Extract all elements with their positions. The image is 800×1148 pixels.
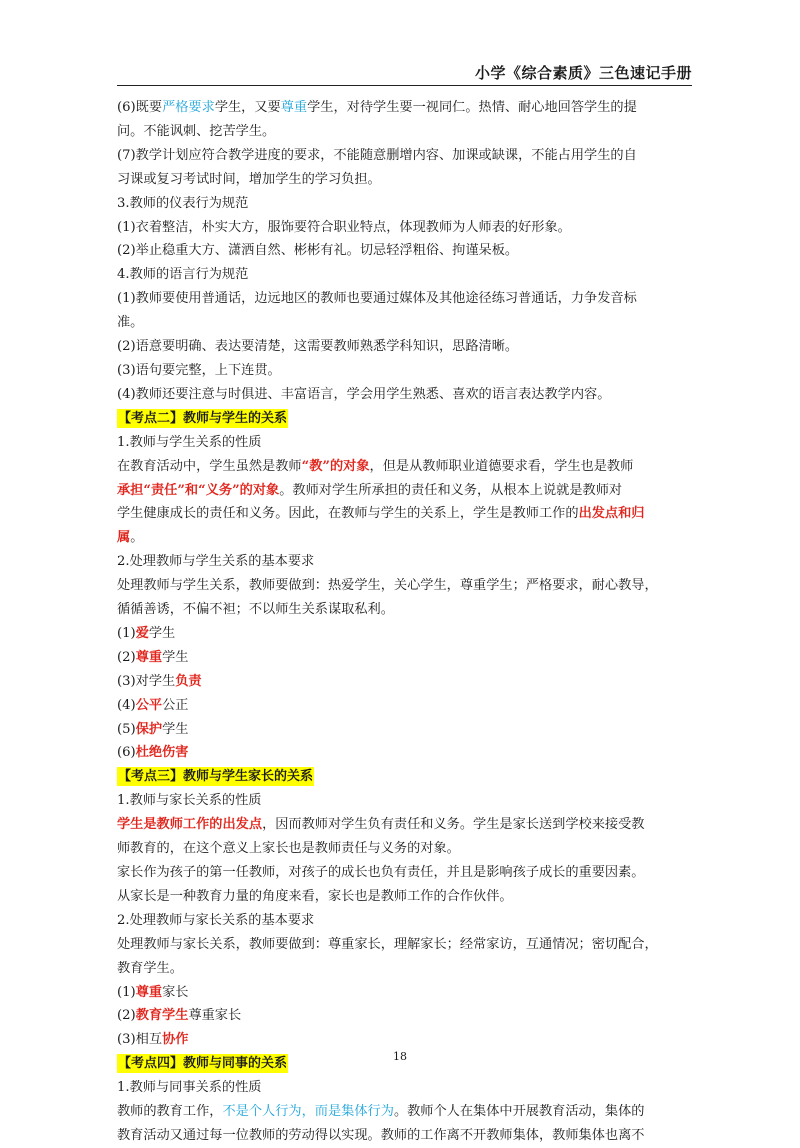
text-line: [117, 861, 687, 885]
text-line: [117, 359, 687, 383]
text-segment: 3.教师的仪表行为规范: [117, 195, 249, 211]
text-segment: 从家长是一种教育力量的角度来看，家长也是教师工作的合作伙伴。: [117, 888, 513, 904]
text-segment: 1.教师与同事关系的性质: [117, 1080, 262, 1096]
text-segment: 处理教师与家长关系，教师要做到：尊重家长，理解家长；经常家访，互通情况；密切配合，: [117, 936, 658, 952]
text-line: [117, 741, 687, 765]
text-line: [117, 1076, 687, 1100]
text-segment: 循循善诱，不偏不袒；不以师生关系谋取私利。: [117, 602, 394, 618]
text-segment: 公正: [162, 697, 189, 713]
text-segment: (5): [117, 721, 136, 737]
text-line: [117, 383, 687, 407]
key-point-red: 负责: [175, 673, 202, 689]
text-segment: 1.教师与家长关系的性质: [117, 793, 262, 809]
text-line: [117, 933, 687, 957]
text-line: [117, 192, 687, 216]
text-segment: 学生: [162, 649, 189, 665]
header-title: 小学《综合素质》三色速记手册: [474, 64, 692, 82]
text-line: [117, 957, 687, 981]
key-point-blue: 尊重: [280, 100, 308, 115]
text-line: [117, 622, 687, 646]
text-line: [117, 168, 687, 192]
key-point-red: “教”的对象: [301, 458, 370, 474]
text-line: [117, 335, 687, 359]
text-line: [117, 526, 687, 550]
text-line: [117, 1100, 687, 1124]
key-point-red: 杜绝伤害: [135, 745, 189, 761]
text-segment: 习课或复习考试时间，增加学生的学习负担。: [117, 171, 381, 187]
text-segment: (3)语句要完整，上下连贯。: [117, 362, 281, 378]
key-point-red: 尊重: [135, 984, 163, 1000]
text-line: [117, 909, 687, 933]
text-segment: 教育活动又通过每一位教师的劳动得以实现。教师的工作离不开教师集体，教师集体也离不: [117, 1127, 645, 1143]
text-segment: 教师的教育工作，: [117, 1104, 223, 1120]
text-segment: 学生，对待学生要一视同仁。热情、耐心地回答学生的提: [307, 100, 637, 115]
text-segment: 师教育的，在这个意义上家长也是教师责任与义务的对象。: [117, 841, 460, 857]
key-point-red: 出发点和归: [578, 506, 645, 522]
text-line: [117, 550, 687, 574]
page-number: 18: [393, 1050, 407, 1063]
text-line: [117, 885, 687, 909]
text-segment: (7)教学计划应符合教学进度的要求，不能随意删增内容、加课或缺课，不能占用学生的自: [117, 147, 637, 163]
text-segment: (1)教师要使用普通话，边远地区的教师也要通过媒体及其他途径练习普通话，力争发音标: [117, 291, 637, 307]
text-segment: ，但是从教师职业道德要求看，学生也是教师: [369, 458, 634, 474]
section-heading: [117, 765, 687, 789]
key-point-red: 承担“责任”和“义务”的对象: [117, 482, 280, 498]
key-point-blue: 不是个人行为，而是集体行为: [222, 1104, 394, 1120]
text-segment: 学生，又要: [214, 100, 281, 115]
text-segment: 2.处理教师与家长关系的基本要求: [117, 912, 315, 928]
text-line: [117, 311, 687, 335]
text-line: [117, 670, 687, 694]
section-heading-text: 【考点四】教师与同事的关系: [118, 1056, 288, 1072]
key-point-red: 公平: [135, 697, 163, 713]
text-line: [117, 981, 687, 1005]
text-line: [117, 574, 687, 598]
text-segment: 家长作为孩子的第一任教师，对孩子的成长也负有责任，并且是影响孩子成长的重要因素。: [117, 865, 645, 880]
text-segment: 1.教师与学生关系的性质: [117, 434, 262, 450]
text-segment: (2)举止稳重大方、潇洒自然、彬彬有礼。切忌轻浮粗俗、拘谨呆板。: [117, 243, 519, 259]
section-heading-text: 【考点三】教师与学生家长的关系: [118, 769, 314, 785]
document-body: [117, 96, 687, 1148]
key-point-red: 教育学生: [135, 1008, 189, 1024]
text-segment: 。教师对学生所承担的责任和义务，从根本上说就是教师对: [279, 482, 623, 498]
text-segment: 学生: [162, 721, 189, 737]
text-line: [117, 96, 687, 120]
section-heading-text: 【考点二】教师与学生的关系: [118, 410, 288, 426]
text-segment: 尊重家长: [188, 1008, 242, 1024]
text-line: [117, 263, 687, 287]
text-segment: 。: [130, 530, 144, 546]
text-segment: (3)相互: [117, 1032, 163, 1048]
text-segment: 家长: [162, 984, 189, 1000]
header-divider: [117, 85, 692, 86]
key-point-blue: 严格要求: [162, 100, 215, 115]
text-line: [117, 598, 687, 622]
text-line: [117, 646, 687, 670]
text-segment: 学生健康成长的责任和义务。因此，在教师与学生的关系上，学生是教师工作的: [117, 506, 579, 522]
text-line: [117, 813, 687, 837]
text-segment: 处理教师与学生关系，教师要做到：热爱学生，关心学生，尊重学生；严格要求，耐心教导，: [117, 578, 658, 594]
text-segment: (2)语意要明确、表达要清楚，这需要教师熟悉学科知识，思路清晰。: [117, 339, 519, 355]
key-point-red: 保护: [135, 721, 163, 737]
text-segment: (4)教师还要注意与时俱进、丰富语言，学会用学生熟悉、喜欢的语言表达教学内容。: [117, 386, 611, 402]
text-segment: 教育学生。: [117, 960, 183, 976]
text-segment: (6): [117, 745, 136, 761]
text-line: [117, 718, 687, 742]
text-segment: 学生: [148, 625, 176, 641]
text-segment: (1)衣着整洁，朴实大方，服饰要符合职业特点，体现教师为人师表的好形象。: [117, 219, 571, 235]
text-line: [117, 1124, 687, 1148]
text-segment: (2): [117, 1008, 136, 1024]
text-line: [117, 1004, 687, 1028]
text-line: [117, 239, 687, 263]
text-segment: (1): [117, 625, 136, 641]
text-segment: 准。: [117, 315, 144, 331]
text-line: [117, 216, 687, 240]
text-line: [117, 502, 687, 526]
text-segment: 4.教师的语言行为规范: [117, 267, 249, 283]
key-point-red: 协作: [162, 1032, 189, 1048]
text-segment: 问。不能讽刺、挖苦学生。: [117, 123, 276, 139]
key-point-red: 学生是教师工作的出发点: [117, 817, 263, 833]
text-line: [117, 479, 687, 503]
text-segment: (3)对学生: [117, 673, 176, 689]
key-point-red: 尊重: [135, 649, 163, 665]
text-segment: (4): [117, 697, 136, 713]
key-point-red: 属: [117, 530, 131, 546]
text-line: [117, 694, 687, 718]
text-segment: 在教育活动中，学生虽然是教师: [117, 458, 302, 474]
text-segment: (6)既要: [117, 100, 163, 115]
text-line: [117, 1028, 687, 1052]
key-point-red: 爱: [135, 625, 149, 641]
text-line: [117, 120, 687, 144]
text-line: [117, 144, 687, 168]
text-segment: 2.处理教师与学生关系的基本要求: [117, 554, 315, 570]
text-segment: (2): [117, 649, 136, 665]
text-line: [117, 789, 687, 813]
text-segment: 。教师个人在集体中开展教育活动，集体的: [393, 1104, 645, 1120]
text-line: [117, 455, 687, 479]
text-segment: (1): [117, 984, 136, 1000]
text-line: [117, 287, 687, 311]
text-line: [117, 837, 687, 861]
text-line: [117, 431, 687, 455]
text-segment: ，因而教师对学生负有责任和义务。学生是家长送到学校来接受教: [262, 817, 645, 833]
section-heading: [117, 407, 687, 431]
